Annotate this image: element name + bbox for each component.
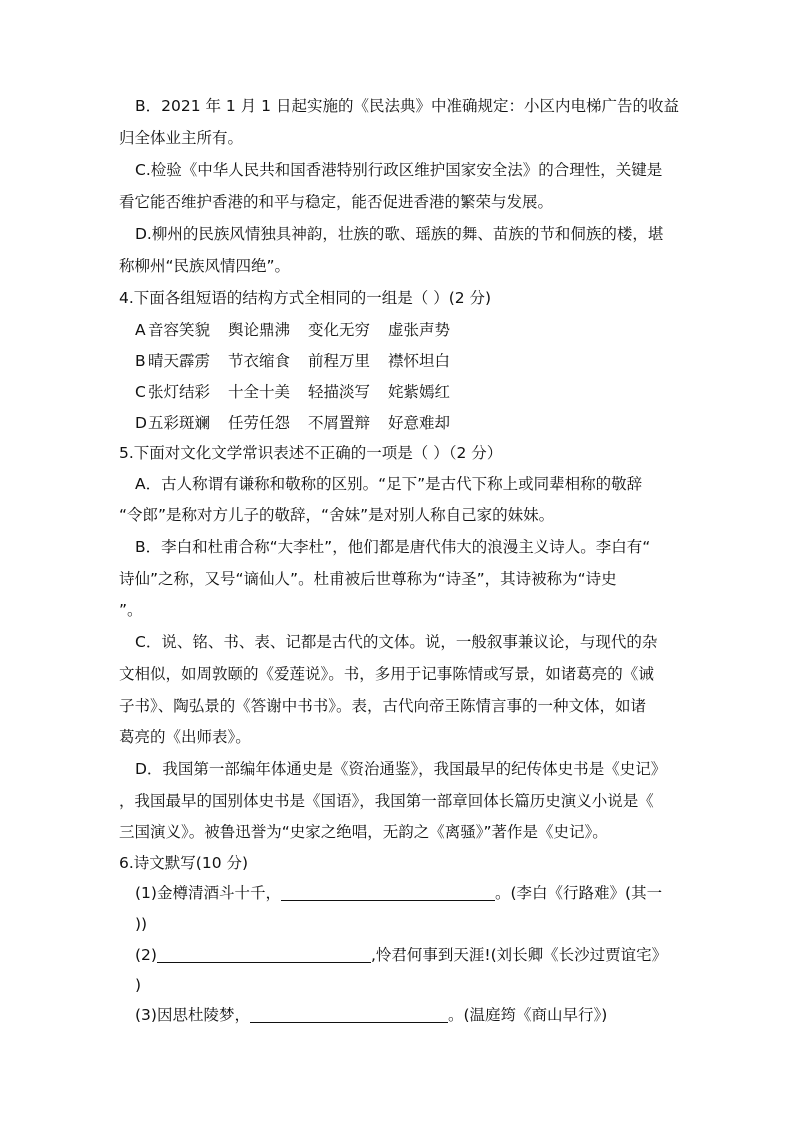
- q5-option-c-line1: C．说、铭、书、表、记都是古代的文体。说，一般叙事兼议论，与现代的杂: [135, 633, 658, 651]
- q5-option-b-line2: 诗仙”之称，又号“谪仙人”。杜甫被后世尊称为“诗圣”，其诗被称为“诗史: [119, 570, 617, 588]
- q5-option-c-line3: 子书》、陶弘景的《答谢中书书》。表，古代向帝王陈情言事的一种文体，如诸: [119, 697, 647, 715]
- q4-option-item: 姹紫嫣红: [388, 383, 451, 401]
- q4-option-item: 五彩斑斓: [148, 414, 211, 432]
- q6-stem: 6.诗文默写(10 分): [119, 854, 249, 872]
- q4-option-key: C: [135, 383, 146, 401]
- q4-option-key: B: [135, 352, 146, 370]
- q6-item-1-wrap: )): [135, 915, 148, 933]
- q6-item-2-prefix: (2): [135, 946, 157, 964]
- q4-option-item: 晴天霹雳: [148, 352, 211, 370]
- q4-option-item: 好意难却: [388, 414, 451, 432]
- q3-option-c-line1: C.检验《中华人民共和国香港特别行政区维护国家安全法》的合理性，关键是: [135, 161, 663, 179]
- q6-item-3: [135, 1005, 607, 1025]
- q4-option-item: 十全十美: [228, 383, 291, 401]
- q6-item-2: [135, 945, 667, 965]
- q3-option-b-line1: B．2021 年 1 月 1 日起实施的《民法典》中准确规定：小区内电梯广告的收益: [135, 97, 679, 115]
- q4-option-item: 轻描淡写: [308, 383, 371, 401]
- q6-item-3-prefix: (3)因思杜陵梦，: [135, 1006, 250, 1024]
- q4-option-key: A: [135, 321, 146, 339]
- q4-option-item: 变化无穷: [308, 321, 371, 339]
- q3-option-b-line2: 归全体业主所有。: [119, 129, 244, 147]
- q6-item-1-prefix: (1)金樽清酒斗十千，: [135, 884, 281, 902]
- q3-option-d-line1: D.柳州的民族风情独具神韵，壮族的歌、瑶族的舞、苗族的节和侗族的楼，堪: [135, 225, 664, 243]
- q4-stem: 4.下面各组短语的结构方式全相同的一组是（ ）(2 分): [119, 289, 492, 307]
- q6-item-1-answer-blank[interactable]: [281, 883, 495, 901]
- q5-option-a-line1: A．古人称谓有谦称和敬称的区别。“足下”是古代下称上或同辈相称的敬辞: [135, 475, 643, 493]
- q5-option-d-line1: D．我国第一部编年体通史是《资治通鉴》，我国最早的纪传体史书是《史记》: [135, 760, 667, 778]
- q4-option-item: 前程万里: [308, 352, 371, 370]
- q4-option-item: 任劳任怨: [228, 414, 291, 432]
- q4-option-item: 节衣缩食: [228, 352, 291, 370]
- q6-item-2-suffix: ,怜君何事到天涯!(刘长卿《长沙过贾谊宅》: [370, 946, 668, 964]
- q4-option-item: 虚张声势: [388, 321, 451, 339]
- q5-option-b-line1: B．李白和杜甫合称“大李杜”，他们都是唐代伟大的浪漫主义诗人。李白有“: [135, 538, 651, 556]
- q4-option-item: 音容笑貌: [148, 321, 211, 339]
- q6-item-1: [135, 883, 662, 903]
- q6-item-2-answer-blank[interactable]: [157, 945, 371, 963]
- q5-option-c-line2: 文相似，如周敦颐的《爱莲说》。书，多用于记事陈情或写景，如诸葛亮的《诫: [119, 665, 654, 683]
- q5-option-d-line2: ，我国最早的国别体史书是《国语》，我国第一部章回体长篇历史演义小说是《: [119, 792, 654, 810]
- q5-option-d-line3: 三国演义》。被鲁迅誉为“史家之绝唱，无韵之《离骚》”著作是《史记》。: [119, 823, 608, 841]
- q4-option-item: 不屑置辩: [308, 414, 371, 432]
- q3-option-d-line2: 称柳州“民族风情四绝”。: [119, 257, 291, 275]
- q4-option-key: D: [135, 414, 147, 432]
- q4-option-item: 舆论鼎沸: [228, 321, 291, 339]
- q3-option-c-line2: 看它能否维护香港的和平与稳定，能否促进香港的繁荣与发展。: [119, 193, 554, 211]
- q4-option-item: 襟怀坦白: [388, 352, 451, 370]
- q4-option-item: 张灯结彩: [148, 383, 211, 401]
- q5-stem: 5.下面对文化文学常识表述不正确的一项是（ ）（2 分）: [119, 444, 503, 462]
- q6-item-2-wrap: ): [135, 976, 142, 994]
- q6-item-1-suffix: 。(李白《行路难》(其一: [494, 884, 663, 902]
- q5-option-a-line2: “令郎”是称对方儿子的敬辞，“舍妹”是对别人称自己家的妹妹。: [119, 506, 555, 524]
- q5-option-b-line3: ”。: [119, 601, 143, 619]
- q6-item-3-suffix: 。(温庭筠《商山早行》): [447, 1006, 608, 1024]
- q5-option-c-line4: 葛亮的《出师表》。: [119, 728, 251, 746]
- q6-item-3-answer-blank[interactable]: [250, 1005, 448, 1023]
